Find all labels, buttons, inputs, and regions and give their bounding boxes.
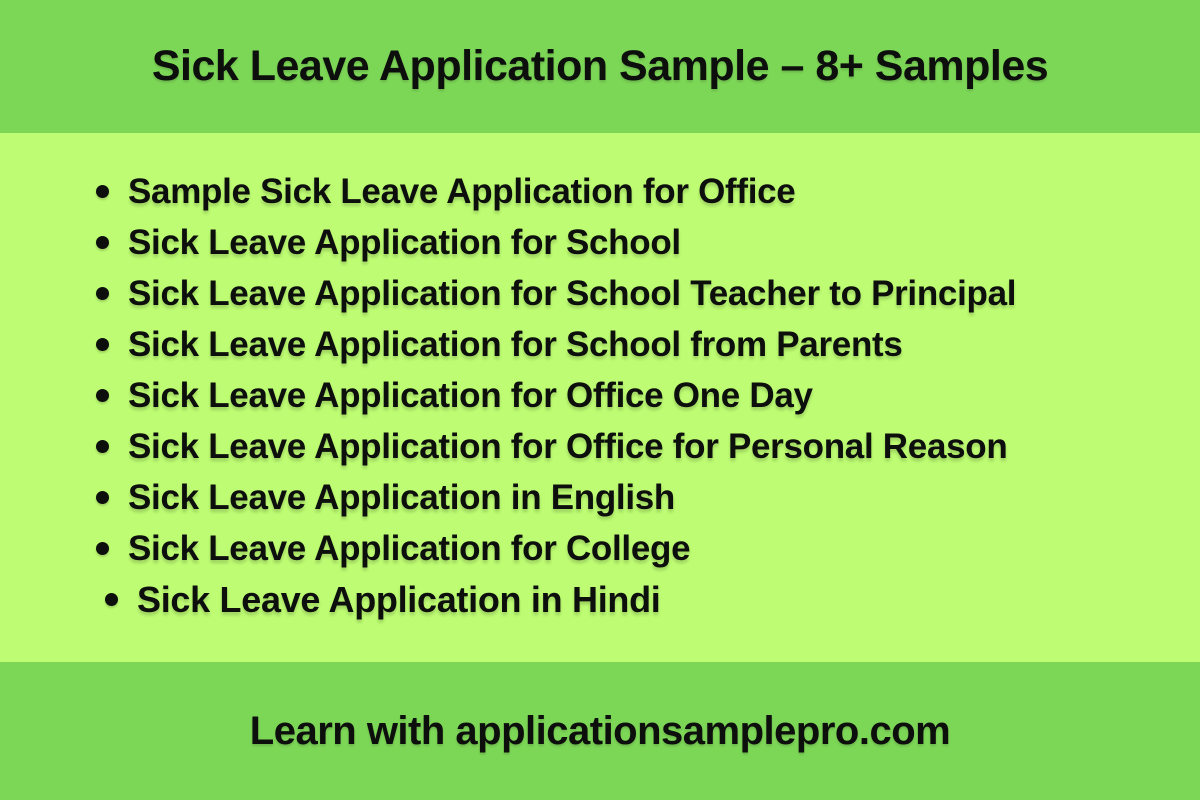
list-item-label: Sick Leave Application for Office for Personal Reason [128,426,1008,466]
list-item-label: Sick Leave Application for School from Parents [128,324,903,364]
bullet-icon [96,389,109,402]
list-item-label: Sick Leave Application for College [128,528,691,568]
list-section [0,133,1200,662]
list-item [96,472,1160,523]
bullet-icon [105,593,118,606]
sample-list [0,133,1200,625]
list-item [96,217,1160,268]
bullet-icon [96,440,109,453]
list-item [96,421,1160,472]
list-item-label: Sick Leave Application in English [128,477,675,517]
bullet-icon [96,287,109,300]
list-item-label: Sick Leave Application in Hindi [137,578,661,620]
list-item [96,523,1160,574]
page-title: Sick Leave Application Sample – 8+ Samples [151,42,1049,90]
bullet-icon [96,185,109,198]
list-item [96,370,1160,421]
list-item-label: Sick Leave Application for Office One Day [128,375,813,415]
bullet-icon [96,491,109,504]
list-item [96,319,1160,370]
list-item [105,574,1160,625]
list-item [96,166,1160,217]
footer-text: Learn with applicationsamplepro.com [249,708,951,753]
list-item-label: Sample Sick Leave Application for Office [128,171,796,211]
header-band [0,0,1200,133]
footer-band [0,662,1200,800]
bullet-icon [96,236,109,249]
list-item-label: Sick Leave Application for School Teacher to Principal [128,273,1017,313]
list-item [96,268,1160,319]
list-item-label: Sick Leave Application for School [128,222,681,262]
bullet-icon [96,338,109,351]
bullet-icon [96,542,109,555]
